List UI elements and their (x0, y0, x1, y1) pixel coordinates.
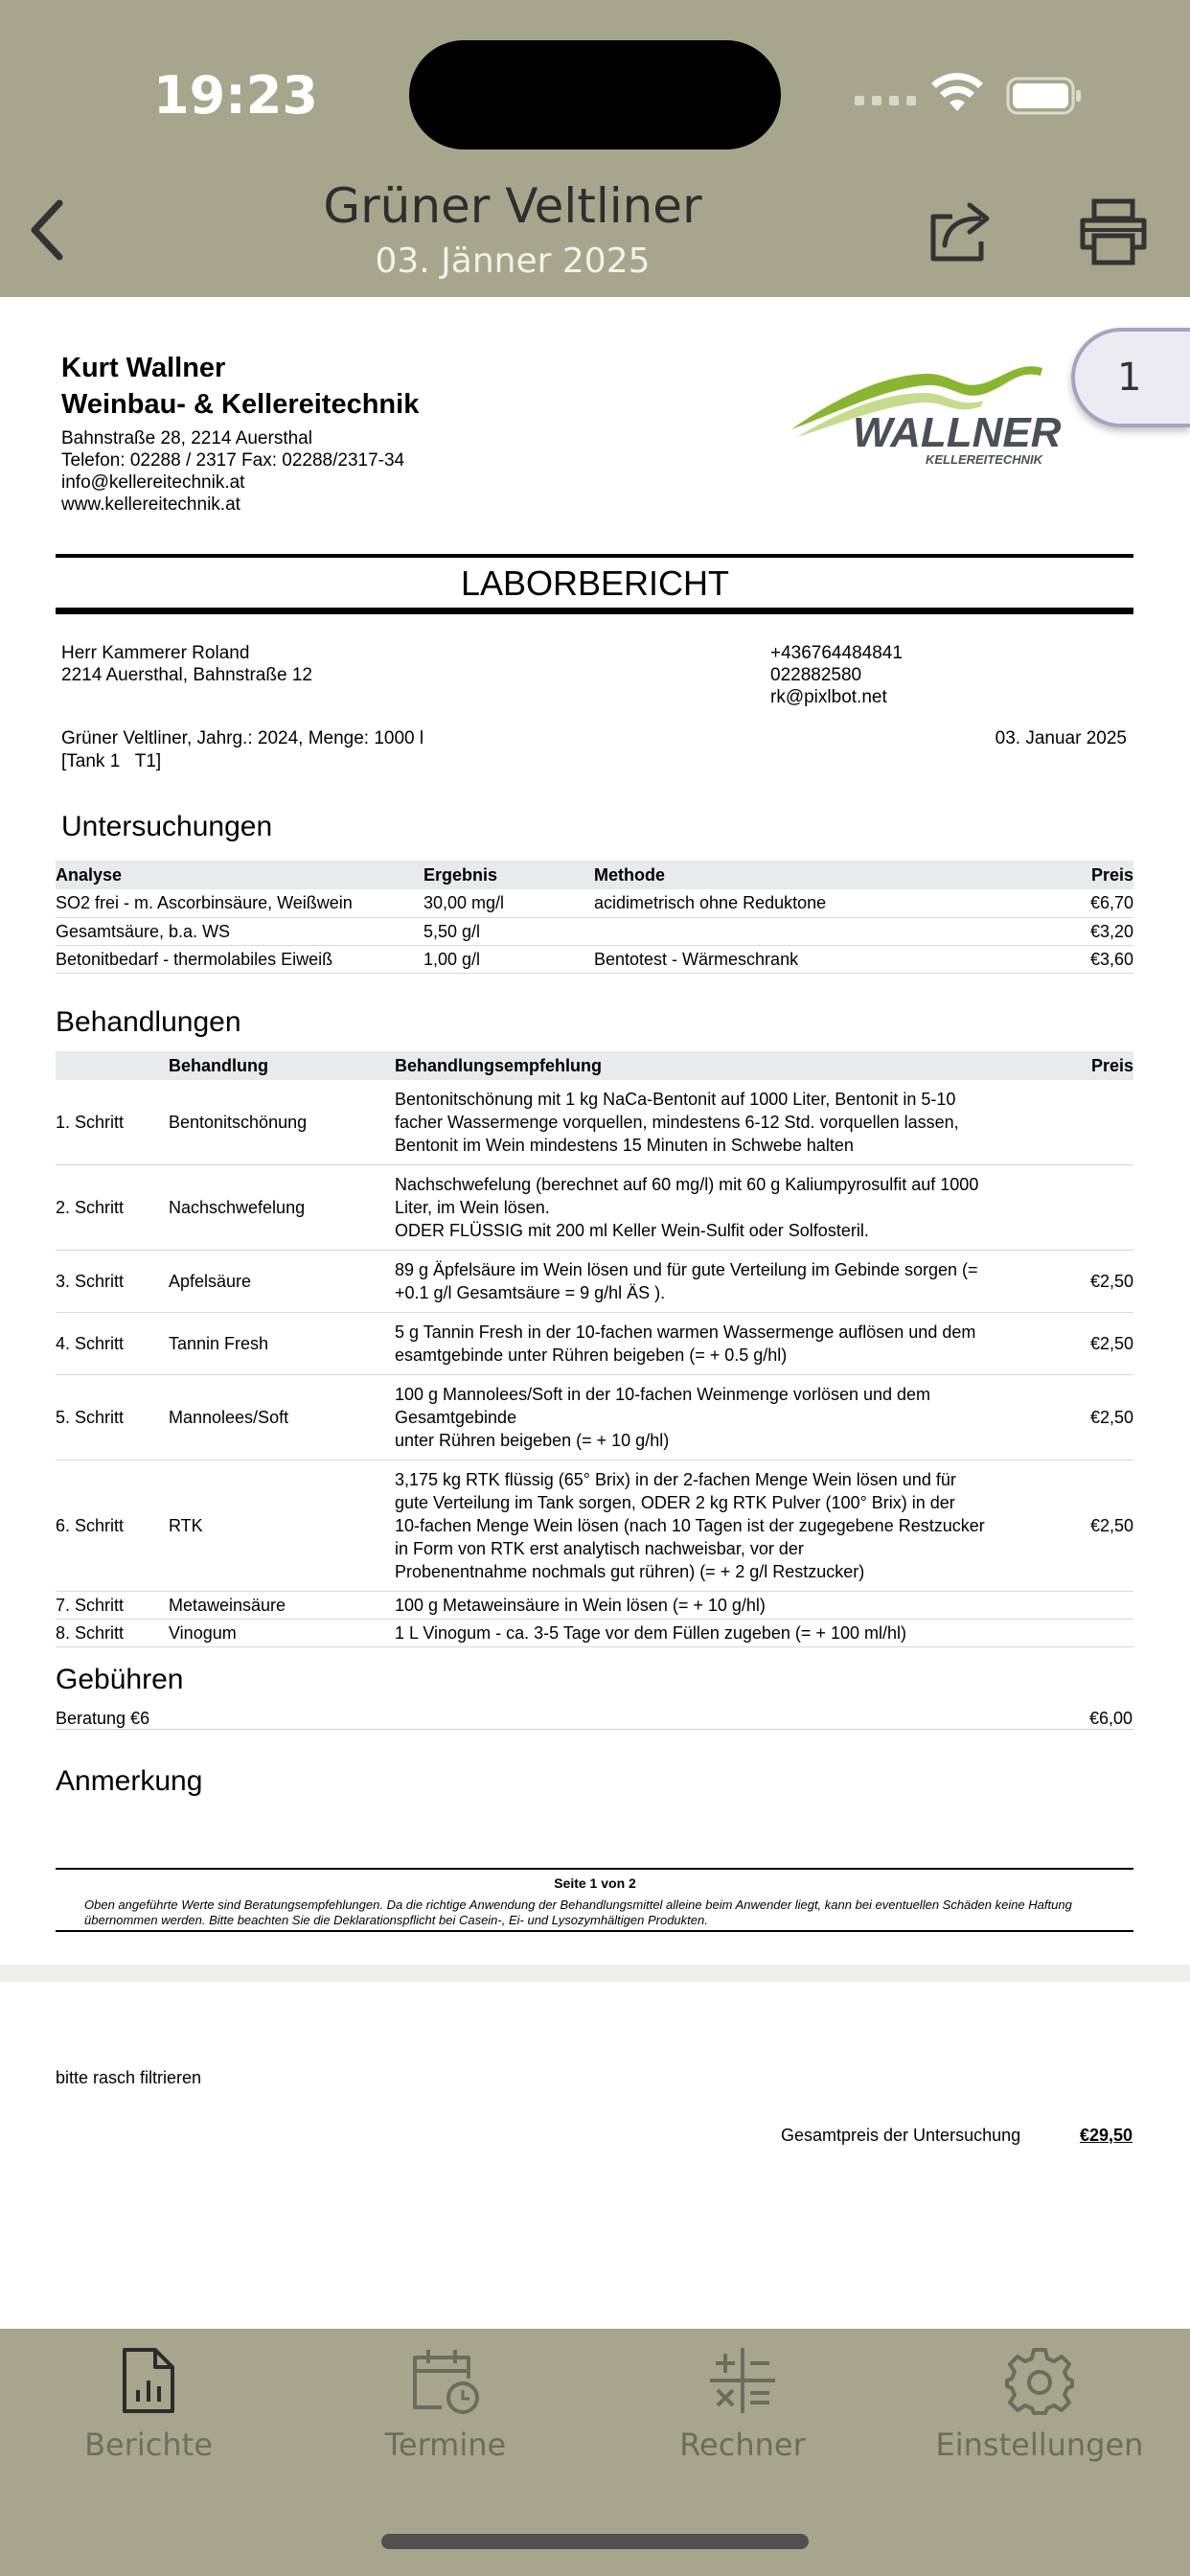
recommendation-line: Gesamtgebinde (395, 1408, 517, 1427)
title-rule-bottom (56, 608, 1133, 614)
recommendation-line: 3,175 kg RTK flüssig (65° Brix) in der 2-fachen Menge Wein lösen und für (395, 1470, 956, 1489)
recommendation-line: Bentonitschönung mit 1 kg NaCa-Bentonit auf 1000 Liter, Bentonit in 5-10 (395, 1090, 956, 1109)
table-row (56, 1251, 1133, 1313)
table-cell (395, 1165, 1056, 1251)
total-value: €29,50 (1079, 2126, 1133, 2145)
sample-info: Grüner Veltliner, Jahrg.: 2024, Menge: 1000 l (61, 728, 424, 748)
customer-address: 2214 Auersthal, Bahnstraße 12 (61, 665, 312, 685)
table-cell: €2,50 (1056, 1313, 1133, 1375)
table-cell: 30,00 mg/l (423, 889, 594, 917)
table-cell: €6,70 (1054, 889, 1133, 917)
customer-email: rk@pixlbot.net (770, 687, 887, 707)
company-web: www.kellereitechnik.at (61, 494, 240, 515)
tab-einstellungen[interactable] (896, 2346, 1183, 2480)
calendar-clock-icon (409, 2346, 482, 2415)
gebuehren-heading: Gebühren (56, 1664, 184, 1695)
tab-termine[interactable] (302, 2346, 589, 2480)
table-cell (1056, 1620, 1133, 1647)
table-cell: €2,50 (1056, 1251, 1133, 1313)
table-cell: Apfelsäure (169, 1251, 395, 1313)
table-row (56, 1080, 1133, 1165)
recommendation-line: unter Rühren beigeben (= + 10 g/hl) (395, 1431, 670, 1450)
status-time: 19:23 (153, 65, 318, 126)
table-cell (395, 1375, 1056, 1460)
company-subtitle: Weinbau- & Kellereitechnik (61, 389, 420, 420)
gear-icon (1005, 2346, 1074, 2415)
table-cell: acidimetrisch ohne Reduktone (594, 889, 1054, 917)
table-cell: €3,20 (1054, 917, 1133, 945)
table-cell: Gesamtsäure, b.a. WS (56, 917, 423, 945)
column-header: Methode (594, 861, 1054, 889)
table-cell: Tannin Fresh (169, 1313, 395, 1375)
table-cell: 3. Schritt (56, 1251, 169, 1313)
calculator-icon (708, 2346, 777, 2415)
recommendation-line: 89 g Äpfelsäure im Wein lösen und für gute Verteilung im Gebinde sorgen (= (395, 1260, 978, 1279)
recommendation-line: 1 L Vinogum - ca. 3-5 Tage vor dem Füllen zugeben (= + 100 ml/hl) (395, 1623, 906, 1643)
table-cell (395, 1592, 1056, 1620)
table-cell (594, 917, 1054, 945)
recommendation-line: +0.1 g/l Gesamtsäure = 9 g/hl ÄS ). (395, 1283, 666, 1302)
title-rule-top (56, 554, 1133, 558)
table-cell (395, 1080, 1056, 1165)
table-row (56, 1460, 1133, 1592)
tab-label: Berichte (84, 2426, 213, 2463)
page-subtitle: 03. Jänner 2025 (375, 242, 651, 281)
recommendation-line: 100 g Metaweinsäure in Wein lösen (= + 10 g/hl) (395, 1596, 766, 1615)
table-cell: €2,50 (1056, 1460, 1133, 1592)
recommendation-line: ODER FLÜSSIG mit 200 ml Keller Wein-Sulfit oder Solfosteril. (395, 1221, 869, 1240)
recommendation-line: gute Verteilung im Tank sorgen, ODER 2 kg RTK Pulver (100° Brix) in der (395, 1493, 955, 1512)
table-cell: 7. Schritt (56, 1592, 169, 1620)
recommendation-line: Liter, im Wein lösen. (395, 1198, 550, 1217)
table-cell: Mannolees/Soft (169, 1375, 395, 1460)
page2-note: bitte rasch filtrieren (56, 2068, 202, 2087)
column-header: Analyse (56, 861, 423, 889)
table-cell (395, 1460, 1056, 1592)
printer-icon[interactable] (1077, 196, 1150, 268)
customer-phone-mobile: +436764484841 (770, 643, 903, 663)
company-name: Kurt Wallner (61, 353, 226, 383)
fee-item: Beratung €6 (56, 1709, 150, 1728)
table-row (56, 1375, 1133, 1460)
company-email: info@kellereitechnik.at (61, 472, 245, 493)
table-row (56, 917, 1133, 945)
column-header: Behandlung (169, 1051, 395, 1080)
company-phone: Telefon: 02288 / 2317 Fax: 02288/2317-34 (61, 450, 405, 471)
table-row (56, 1592, 1133, 1620)
recommendation-line: facher Wassermenge vorquellen, mindestens 6-12 Std. vorquellen lassen, (395, 1113, 959, 1132)
table-cell (395, 1251, 1056, 1313)
table-cell: 8. Schritt (56, 1620, 169, 1647)
table-cell: Bentonitschönung (169, 1080, 395, 1165)
company-logo (791, 355, 1090, 470)
table-row (56, 889, 1133, 917)
page-number-badge[interactable]: 1 (1071, 328, 1190, 427)
logo-wordmark: WALLNER (853, 409, 1062, 456)
recommendation-line: 100 g Mannolees/Soft in der 10-fachen Weinmenge vorlösen und dem (395, 1385, 931, 1404)
table-cell (1056, 1165, 1133, 1251)
fee-divider (56, 1729, 1133, 1730)
table-cell: Betonitbedarf - thermolabiles Eiweiß (56, 945, 423, 973)
behandlungen-table (56, 1051, 1133, 1647)
table-cell: Metaweinsäure (169, 1592, 395, 1620)
table-cell: €3,60 (1054, 945, 1133, 973)
column-header: Behandlungsempfehlung (395, 1051, 1056, 1080)
table-cell (1056, 1080, 1133, 1165)
table-cell: SO2 frei - m. Ascorbinsäure, Weißwein (56, 889, 423, 917)
table-cell (1056, 1592, 1133, 1620)
cellular-signal-icon (855, 96, 916, 105)
table-row (56, 1620, 1133, 1647)
page-title: Grüner Veltliner (323, 178, 702, 234)
customer-name: Herr Kammerer Roland (61, 643, 250, 663)
recommendation-line: 10-fachen Menge Wein lösen (nach 10 Tagen ist der zugegebene Restzucker (395, 1516, 985, 1535)
tab-label: Rechner (679, 2426, 806, 2463)
untersuchungen-heading: Untersuchungen (61, 811, 273, 842)
table-cell: 6. Schritt (56, 1460, 169, 1592)
table-row (56, 945, 1133, 973)
home-indicator[interactable] (381, 2534, 809, 2549)
table-cell: RTK (169, 1460, 395, 1592)
footer-rule-top (56, 1868, 1133, 1870)
footer-disclaimer: Oben angeführte Werte sind Beratungsempfehlungen. Da die richtige Anwendung der Behandlungsmittel alleine beim Anwender liegt, kann bei eventuellen Schäden keine Haftung übernommen werden. Bitte beachten Sie die Deklarationspflicht bei Casein-, Ei- und Lysozymhältigen Produkten. (84, 1898, 1072, 1927)
table-cell: 4. Schritt (56, 1313, 169, 1375)
footer-page-number: Seite 1 von 2 (554, 1875, 636, 1891)
page-separator (0, 1965, 1190, 1982)
battery-icon (1006, 77, 1083, 115)
table-header-row (56, 861, 1133, 889)
sample-tank: [Tank 1 T1] (61, 751, 162, 771)
sample-date: 03. Januar 2025 (995, 728, 1127, 748)
table-cell: Nachschwefelung (169, 1165, 395, 1251)
recommendation-line: in Form von RTK erst analytisch nachweisbar, vor der (395, 1539, 804, 1558)
recommendation-line: Nachschwefelung (berechnet auf 60 mg/l) mit 60 g Kaliumpyrosulfit auf 1000 (395, 1175, 979, 1194)
fee-price: €6,00 (1088, 1709, 1133, 1728)
table-row (56, 1313, 1133, 1375)
footer-rule-bottom (56, 1930, 1133, 1932)
customer-phone: 022882580 (770, 665, 862, 685)
table-cell: 2. Schritt (56, 1165, 169, 1251)
table-cell: €2,50 (1056, 1375, 1133, 1460)
table-cell: 5. Schritt (56, 1375, 169, 1460)
recommendation-line: esamtgebinde unter Rühren beigeben (= + 0.5 g/hl) (395, 1346, 788, 1365)
table-cell: Bentotest - Wärmeschrank (594, 945, 1054, 973)
table-cell: 5,50 g/l (423, 917, 594, 945)
table-cell: 1. Schritt (56, 1080, 169, 1165)
table-header-row (56, 1051, 1133, 1080)
wifi-icon (929, 73, 985, 113)
table-cell: Vinogum (169, 1620, 395, 1647)
column-header: Ergebnis (423, 861, 594, 889)
recommendation-line: Bentonit im Wein mindestens 15 Minuten in Schwebe halten (395, 1136, 854, 1155)
tab-label: Einstellungen (935, 2426, 1144, 2463)
table-cell (395, 1313, 1056, 1375)
document-chart-icon (117, 2346, 180, 2415)
untersuchungen-table (56, 861, 1133, 974)
table-cell: 1,00 g/l (423, 945, 594, 973)
logo-tagline: KELLEREITECHNIK (926, 452, 1043, 467)
tab-label: Termine (384, 2426, 507, 2463)
report-title: LABORBERICHT (460, 564, 730, 603)
company-address: Bahnstraße 28, 2214 Auersthal (61, 428, 312, 448)
recommendation-line: 5 g Tannin Fresh in der 10-fachen warmen Wassermenge auflösen und dem (395, 1322, 976, 1342)
anmerkung-heading: Anmerkung (56, 1765, 203, 1797)
tab-rechner[interactable] (599, 2346, 886, 2480)
column-header (56, 1051, 169, 1080)
table-cell (395, 1620, 1056, 1647)
share-icon[interactable] (926, 194, 998, 266)
total-label: Gesamtpreis der Untersuchung (781, 2126, 1021, 2145)
column-header: Preis (1056, 1051, 1133, 1080)
column-header: Preis (1054, 861, 1133, 889)
tab-berichte[interactable] (5, 2346, 292, 2480)
recommendation-line: Probenentnahme nochmals gut rühren) (= + 2 g/l Restzucker) (395, 1562, 865, 1581)
dynamic-island (409, 40, 781, 150)
behandlungen-heading: Behandlungen (56, 1006, 241, 1038)
table-row (56, 1165, 1133, 1251)
